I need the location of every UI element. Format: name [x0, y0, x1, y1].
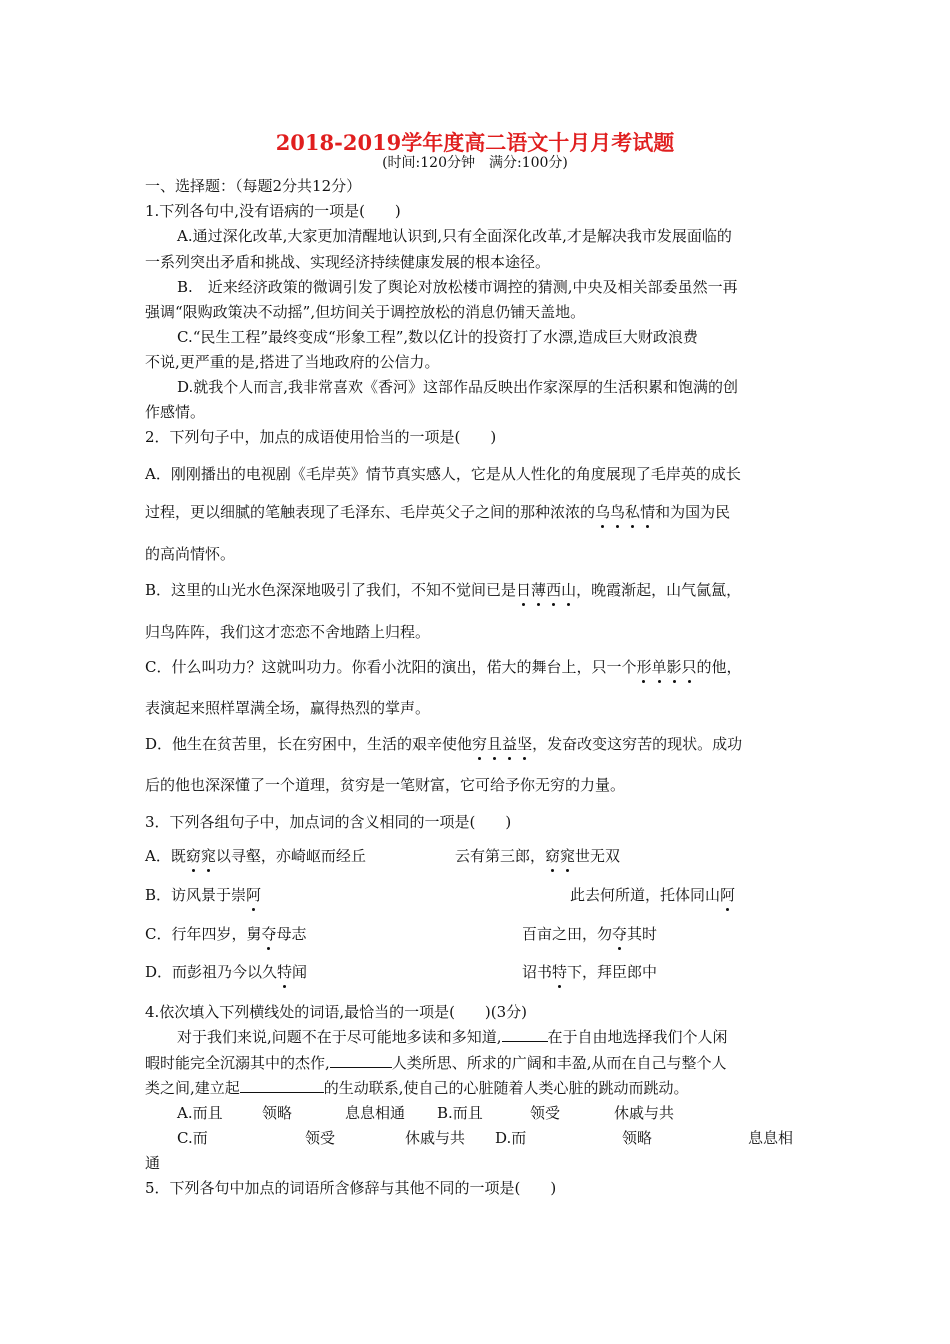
q3-stem: 3．下列各组句子中，加点词的含义相同的一项是( ): [145, 813, 512, 831]
text: 在于自由地选择我们个人闲: [547, 1028, 728, 1046]
text: 世无双: [575, 847, 621, 865]
q2-option-c-cont: 表演起来照样罩满全场，赢得热烈的掌声。: [145, 699, 431, 717]
q3-option-b-right: [570, 885, 735, 905]
q2-option-c: [145, 657, 810, 677]
dotted-word: [612, 925, 627, 943]
q1-option-a-cont: 一系列突出矛盾和挑战、实现经济持续健康发展的根本途径。: [145, 253, 551, 271]
emphasis-char: 单: [651, 658, 667, 676]
q4-passage-1: [177, 1027, 810, 1047]
text: 其时: [627, 925, 658, 943]
text: 暇时能完全沉溺其中的杰作,: [145, 1054, 330, 1072]
q4-stem: 4.依次填入下列横线处的词语,最恰当的一项是( )(3分): [145, 1003, 528, 1021]
q1-option-b-cont: 强调“限购政策决不动摇”,但坊间关于调控放松的消息仍铺天盖地。: [145, 303, 586, 321]
emphasis-char: 窈: [545, 847, 561, 865]
dotted-word: [277, 963, 292, 981]
emphasis-char: 且: [487, 735, 503, 753]
q4-option-d-1: D.而: [495, 1129, 527, 1147]
emphasis-char: 窕: [200, 847, 216, 865]
text: 此去何所道，托体同山: [570, 886, 721, 904]
q4-passage-2: [145, 1053, 810, 1073]
dotted-idiom: [595, 503, 655, 521]
dotted-idiom: [636, 658, 696, 676]
emphasis-char: 阿: [246, 886, 262, 904]
q4-option-a-3: 息息相通: [345, 1104, 406, 1122]
dotted-idiom: [472, 735, 532, 753]
text: 诏书: [522, 963, 553, 981]
q1-option-c: C.“民生工程”最终变成“形象工程”,数以亿计的投资打了水漂,造成巨大财政浪费: [177, 328, 698, 346]
emphasis-char: 夺: [612, 925, 628, 943]
q3-option-d-right: [522, 962, 657, 982]
q2-stem: 2．下列句子中，加点的成语使用恰当的一项是( ): [145, 428, 497, 446]
text: 人类所思、所求的广阔和丰盈,从而在自己与整个人: [391, 1054, 727, 1072]
q1-stem: 1.下列各句中,没有语病的一项是( ): [145, 202, 401, 220]
text: C．什么叫功力？这就叫功力。你看小沈阳的演出，偌大的舞台上，只一个: [145, 658, 637, 676]
dotted-word: [261, 925, 276, 943]
emphasis-char: 窕: [560, 847, 576, 865]
q2-option-b: [145, 580, 810, 600]
q2-option-d: [145, 734, 810, 754]
q3-option-a-right: [455, 846, 620, 866]
text: 云有第三郎，: [455, 847, 546, 865]
text: 母志: [276, 925, 307, 943]
q2-option-d-cont: 后的他也深深懂了一个道理，贫穷是一笔财富，它可给予你无穷的力量。: [145, 776, 626, 794]
text: 的他，: [696, 658, 742, 676]
text: 以寻壑，亦崎岖而经丘: [215, 847, 366, 865]
q5-stem: 5．下列各句中加点的词语所含修辞与其他不同的一项是( ): [145, 1179, 557, 1197]
emphasis-char: 阿: [720, 886, 736, 904]
dotted-word: [552, 963, 567, 981]
emphasis-char: 山: [561, 581, 577, 599]
text: 过程，更以细腻的笔触表现了毛泽东、毛岸英父子之间的那种浓浓的: [145, 503, 596, 521]
emphasis-char: 穷: [472, 735, 488, 753]
text: 百亩之田，勿: [522, 925, 613, 943]
q4-option-b-2: 领受: [530, 1104, 561, 1122]
q4-passage-3: [145, 1078, 810, 1098]
q4-option-b-3: 休戚与共: [614, 1104, 675, 1122]
dotted-idiom: [516, 581, 576, 599]
section-heading: 一、选择题：（每题2分共12分）: [145, 177, 362, 195]
q1-option-c-cont: 不说,更严重的是,搭进了当地政府的公信力。: [145, 353, 440, 371]
q2-option-b-cont: 归鸟阵阵，我们这才恋恋不舍地踏上归程。: [145, 623, 431, 641]
fill-blank: [330, 1053, 392, 1068]
text: B．访风景于崇: [145, 886, 247, 904]
q4-option-a-1: A.而且: [177, 1104, 223, 1122]
fill-blank: [240, 1078, 324, 1093]
text: 和为国为民: [655, 503, 731, 521]
q3-option-a-left: [145, 846, 366, 866]
q4-option-d-wrap: 通: [145, 1154, 161, 1172]
text: A．既: [145, 847, 186, 865]
emphasis-char: 特: [552, 963, 568, 981]
q2-option-a-cont: [145, 502, 810, 522]
emphasis-char: 影: [666, 658, 682, 676]
emphasis-char: 坚: [517, 735, 533, 753]
q4-option-b-1: B.而且: [437, 1104, 483, 1122]
text: ，发奋改变这穷苦的现状。成功: [532, 735, 743, 753]
text: D．他生在贫苦里，长在穷困中，生活的艰辛使他: [145, 735, 473, 753]
emphasis-char: 只: [681, 658, 697, 676]
emphasis-char: 鸟: [610, 503, 626, 521]
emphasis-char: 情: [640, 503, 656, 521]
text: 类之间,建立起: [145, 1079, 240, 1097]
emphasis-char: 窈: [185, 847, 201, 865]
text: 对于我们来说,问题不在于尽可能地多读和多知道,: [177, 1028, 502, 1046]
text: C．行年四岁，舅: [145, 925, 262, 943]
text: D．而彭祖乃今以久: [145, 963, 278, 981]
q1-option-b: B. 近来经济政策的微调引发了舆论对放松楼市调控的猜测,中央及相关部委虽然一再: [177, 278, 738, 296]
dotted-word: [186, 847, 216, 865]
emphasis-char: 西: [546, 581, 562, 599]
q4-option-d-2: 领略: [622, 1129, 653, 1147]
q4-option-c-3: 休戚与共: [405, 1129, 466, 1147]
emphasis-char: 薄: [531, 581, 547, 599]
text: 的生动联系,使自己的心脏随着人类心脏的跳动而跳动。: [323, 1079, 689, 1097]
emphasis-char: 特: [277, 963, 293, 981]
emphasis-char: 私: [625, 503, 641, 521]
exam-info: (时间:120分钟 满分:100分): [382, 155, 568, 171]
text: 下，拜臣郎中: [567, 963, 658, 981]
text: ，晚霞渐起，山气氤氲，: [576, 581, 742, 599]
q1-option-a: A.通过深化改革,大家更加清醒地认识到,只有全面深化改革,才是解决我市发展面临的: [177, 227, 732, 245]
dotted-word: [545, 847, 575, 865]
q2-option-a: A．刚刚播出的电视剧《毛岸英》情节真实感人，它是从人性化的角度展现了毛岸英的成长: [145, 465, 741, 483]
dotted-word: [720, 886, 735, 904]
q4-option-d-3: 息息相: [748, 1129, 794, 1147]
q2-option-a-cont2: 的高尚情怀。: [145, 545, 236, 563]
emphasis-char: 益: [502, 735, 518, 753]
fill-blank: [502, 1027, 548, 1042]
text: B．这里的山光水色深深地吸引了我们，不知不觉间已是: [145, 581, 517, 599]
q1-option-d-cont: 作感情。: [145, 403, 206, 421]
emphasis-char: 乌: [595, 503, 611, 521]
q3-option-d-left: [145, 962, 307, 982]
q3-option-c-left: [145, 924, 307, 944]
q4-option-c-2: 领受: [305, 1129, 336, 1147]
page-title: 2018-2019学年度高二语文十月月考试题: [275, 130, 675, 155]
q3-option-b-left: [145, 885, 261, 905]
q1-option-d: D.就我个人而言,我非常喜欢《香河》这部作品反映出作家深厚的生活积累和饱满的创: [177, 378, 739, 396]
text: 闻: [292, 963, 308, 981]
dotted-word: [246, 886, 261, 904]
emphasis-char: 形: [636, 658, 652, 676]
q4-option-c-1: C.而: [177, 1129, 208, 1147]
q3-option-c-right: [522, 924, 657, 944]
emphasis-char: 夺: [261, 925, 277, 943]
q4-option-a-2: 领略: [262, 1104, 293, 1122]
emphasis-char: 日: [516, 581, 532, 599]
